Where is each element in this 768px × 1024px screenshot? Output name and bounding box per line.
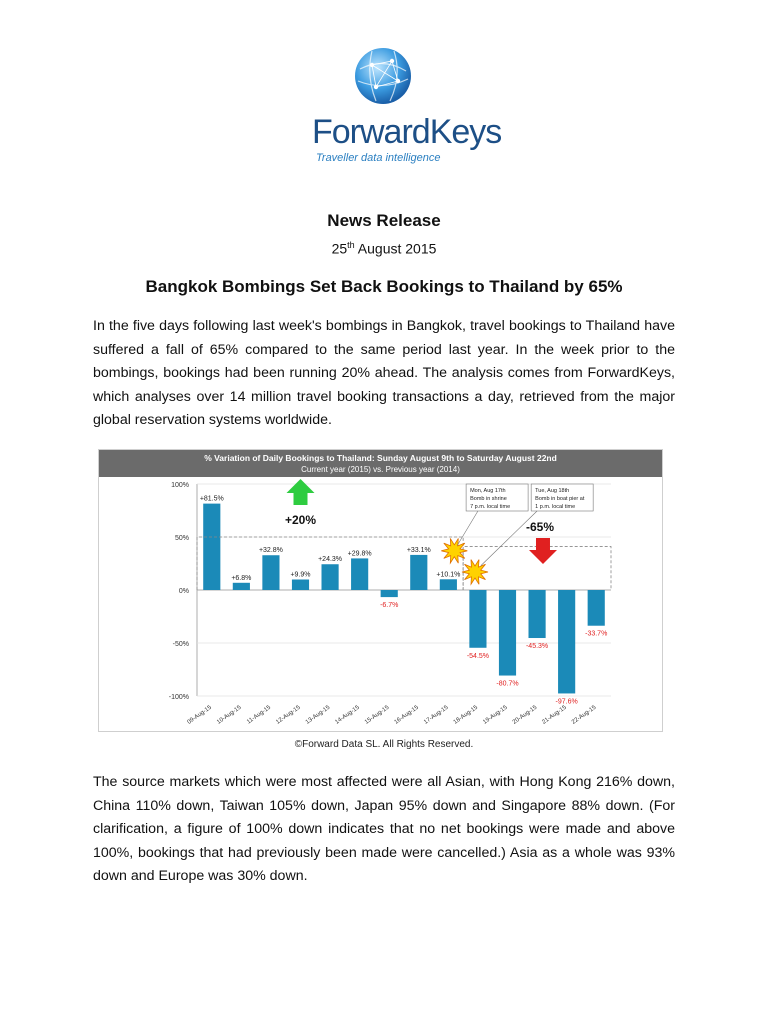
x-tick-label: 13-Aug-15: [304, 704, 332, 726]
bar-13-Aug-15: [321, 564, 338, 590]
x-tick-label: 14-Aug-15: [334, 704, 361, 726]
bomb-burst-icon: [462, 560, 488, 585]
x-tick-label: 10-Aug-15: [216, 704, 243, 726]
x-tick-label: 17-Aug-15: [423, 704, 450, 726]
x-tick-label: 21-Aug-15: [541, 704, 568, 726]
source-markets-paragraph: The source markets which were most affected were all Asian, with Hong Kong 216% down, China 110% down, Taiwan 105% down, Japan 95% down and Singapore 88% down. (For clarification, a figure of 100% down indicates that no net bookings were made and above 100%, bookings that had previously been made were cancelled.) Asia as a whole was 93% down and Europe was 30% down.: [93, 774, 675, 884]
bar-12-Aug-15: [292, 580, 309, 590]
data-label: -33.7%: [585, 630, 608, 638]
headline: Bangkok Bombings Set Back Bookings to Thailand by 65%: [145, 277, 623, 296]
data-label: -45.3%: [525, 643, 549, 651]
logo-tagline: Traveller data intelligence: [316, 152, 441, 164]
x-tick-label: 15-Aug-15: [363, 704, 391, 726]
date-rest: August 2015: [354, 240, 437, 257]
bomb-note-1-text: Bomb in shrine: [470, 496, 507, 502]
chart-title: % Variation of Daily Bookings to Thailand: Sunday August 9th to Saturday August 22nd: [204, 453, 557, 463]
bar-22-Aug-15: [588, 590, 605, 626]
release-title: News Release: [327, 211, 441, 230]
y-tick-label: 100%: [171, 482, 189, 489]
x-tick-label: 20-Aug-15: [511, 704, 539, 726]
after-change-label: -65%: [525, 520, 554, 534]
data-label: +24.3%: [318, 556, 343, 564]
date-day: 25: [331, 240, 348, 257]
bomb-note-2-text: 1 p.m. local time: [535, 504, 576, 510]
data-label: +32.8%: [258, 547, 283, 555]
note-pointer: [481, 511, 537, 566]
logo-brand: ForwardKeys: [312, 113, 502, 151]
bar-18-Aug-15: [469, 590, 486, 648]
x-tick-label: 18-Aug-15: [452, 704, 480, 726]
data-label: +33.1%: [406, 546, 431, 554]
globe-icon: [352, 45, 414, 107]
before-change-label: +20%: [284, 513, 317, 527]
down-arrow-icon: [529, 538, 557, 564]
data-label: -6.7%: [380, 602, 399, 610]
intro-paragraph: In the five days following last week's bombings in Bangkok, travel bookings to Thailand have suffered a fall of 65% compared to the same period last year. In the week prior to the bombings, bookings had been running 20% ahead. The analysis comes from ForwardKeys, which analyses over 14 million travel booking transactions a day, retrieved from the major global reservation systems worldwide.: [93, 318, 675, 428]
y-tick-label: 0%: [178, 588, 189, 595]
up-arrow-icon: [287, 479, 315, 505]
forwardkeys-logo: [300, 45, 502, 175]
bomb-note-2-text: Tue, Aug 18th: [535, 488, 570, 494]
x-tick-label: 09-Aug-15: [186, 704, 213, 726]
bomb-note-1-text: 7 p.m. local time: [470, 504, 511, 510]
data-label: -54.5%: [466, 652, 490, 660]
data-label: -80.7%: [496, 680, 519, 688]
chart-svg: [99, 450, 662, 731]
x-tick-label: 19-Aug-15: [482, 704, 509, 726]
release-date: [0, 240, 768, 257]
bar-16-Aug-15: [410, 555, 427, 590]
data-label: +10.1%: [436, 571, 461, 579]
bomb-note-2-text: Bomb in boat pier at: [535, 496, 585, 502]
bookings-chart: [98, 449, 663, 732]
copyright: ©Forward Data SL. All Rights Reserved.: [294, 739, 474, 750]
x-tick-label: 16-Aug-15: [393, 704, 420, 726]
bar-17-Aug-15: [440, 579, 457, 590]
data-label: +6.8%: [231, 574, 252, 582]
bomb-note-1-text: Mon, Aug 17th: [470, 488, 506, 494]
bar-15-Aug-15: [381, 590, 398, 597]
bar-21-Aug-15: [558, 590, 575, 693]
note-pointer: [457, 511, 478, 545]
y-tick-label: -100%: [168, 694, 189, 701]
y-tick-label: -50%: [172, 641, 189, 648]
data-label: +81.5%: [199, 495, 224, 503]
bar-20-Aug-15: [528, 590, 545, 638]
data-label: +29.8%: [347, 550, 372, 558]
data-label: -97.6%: [555, 698, 578, 706]
bar-10-Aug-15: [233, 583, 250, 590]
chart-subtitle: Current year (2015) vs. Previous year (2014): [301, 465, 460, 474]
x-tick-label: 11-Aug-15: [246, 704, 273, 726]
bar-09-Aug-15: [203, 504, 220, 590]
bar-11-Aug-15: [262, 555, 279, 590]
bar-19-Aug-15: [499, 590, 516, 676]
x-tick-label: 12-Aug-15: [275, 704, 302, 726]
date-suffix: th: [347, 240, 355, 250]
bar-14-Aug-15: [351, 558, 368, 590]
y-tick-label: 50%: [174, 535, 189, 542]
x-tick-label: 22-Aug-15: [570, 704, 598, 726]
data-label: +9.9%: [290, 571, 311, 579]
